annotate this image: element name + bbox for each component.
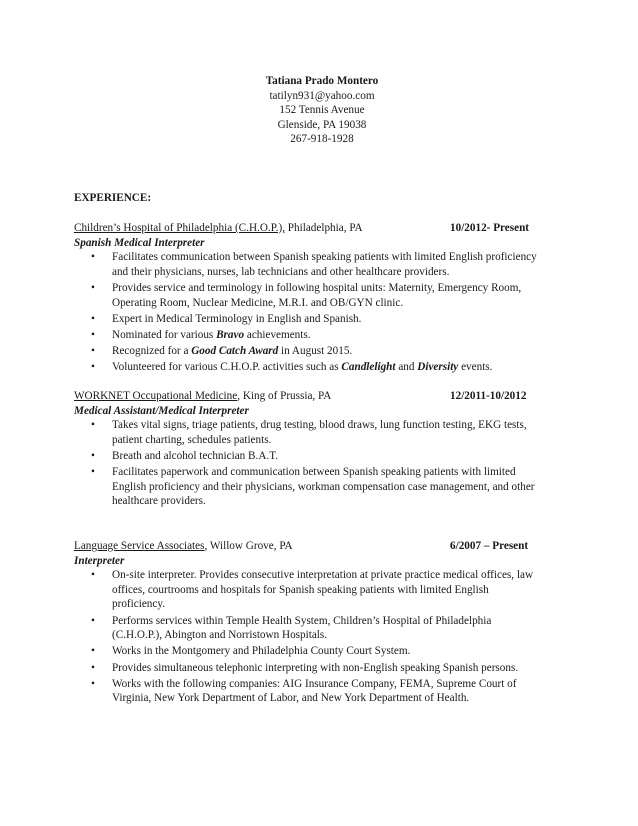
experience-heading: EXPERIENCE: (74, 192, 152, 204)
bullet-icon: • (91, 677, 95, 690)
award-name: Good Catch Award (191, 345, 279, 358)
bullet-icon: • (91, 569, 95, 582)
list-item (74, 328, 544, 343)
employer-location: , King of Prussia, PA (237, 390, 332, 402)
employer-name: WORKNET Occupational Medicine (74, 390, 238, 402)
duty-text: Facilitates paperwork and communication between Spanish speaking patients with limited English proficiency and their physicians, workman compensation case management, and other healthcare providers. (112, 466, 535, 508)
list-item (74, 344, 544, 359)
duty-text-pre: Nominated for various (112, 328, 217, 341)
award-name: Bravo (216, 328, 245, 341)
event-name: Candlelight (341, 361, 396, 374)
job-header (74, 221, 544, 236)
duty-text-pre: Recognized for a (112, 345, 192, 358)
city-state-zip: Glenside, PA 19038 (277, 118, 367, 131)
bullet-icon: • (91, 419, 95, 432)
bullet-icon: • (91, 614, 95, 627)
job-role: Medical Assistant/Medical Interpreter (74, 404, 249, 417)
bullet-icon: • (91, 251, 95, 264)
job-entry-lsa (74, 539, 544, 708)
event-name: Diversity (417, 361, 459, 374)
bullet-icon: • (91, 645, 95, 658)
list-item (74, 312, 544, 327)
job-entry-worknet (74, 389, 544, 511)
list-item (74, 568, 544, 612)
job-entry-chop (74, 221, 544, 377)
duties-list (74, 250, 544, 375)
duty-text-mid: and (395, 361, 418, 374)
job-header (74, 539, 544, 554)
duty-text-post: events. (458, 361, 493, 374)
list-item (74, 281, 544, 310)
duties-list (74, 418, 544, 509)
duty-text: Works with the following companies: AIG Insurance Company, FEMA, Supreme Court of Virginia, New York Department of Labor, and New York Department of Health. (112, 677, 517, 705)
duty-text-post: in August 2015. (278, 345, 353, 358)
list-item (74, 449, 544, 464)
bullet-icon: • (91, 449, 95, 462)
list-item (74, 677, 544, 706)
bullet-icon: • (91, 661, 95, 674)
bullet-icon: • (91, 328, 95, 341)
duty-text: Performs services within Temple Health System, Children’s Hospital of Philadelphia (C.H.O.P.), Abington and Norristown Hospitals. (112, 614, 492, 642)
list-item (74, 614, 544, 643)
employment-dates: 12/2011-10/2012 (450, 390, 527, 402)
job-role: Interpreter (74, 554, 125, 567)
bullet-icon: • (91, 281, 95, 294)
phone-number: 267-918-1928 (290, 133, 354, 146)
employer-line (74, 389, 331, 404)
job-role: Spanish Medical Interpreter (74, 236, 205, 249)
duty-text: Works in the Montgomery and Philadelphia County Court System. (112, 645, 411, 658)
employer-name: Language Service Associates (74, 540, 205, 552)
duty-text: Facilitates communication between Spanish speaking patients with limited English proficiency and their physicians, nurses, lab technicians and other healthcare providers. (112, 251, 537, 278)
duty-text: Breath and alcohol technician B.A.T. (112, 449, 278, 462)
duty-text-pre: Volunteered for various C.H.O.P. activities such as (112, 361, 342, 374)
employer-line (74, 221, 363, 236)
employer-location: , Willow Grove, PA (204, 540, 293, 552)
bullet-icon: • (91, 361, 95, 374)
employer-line (74, 539, 293, 554)
list-item (74, 661, 544, 676)
email-address: tatilyn931@yahoo.com (269, 89, 375, 102)
duty-text: Provides simultaneous telephonic interpreting with non-English speaking Spanish persons. (112, 661, 519, 674)
employment-dates: 6/2007 – Present (450, 540, 529, 552)
bullet-icon: • (91, 312, 95, 325)
duty-text: Takes vital signs, triage patients, drug testing, blood draws, lung function testing, EKG tests, patient charting, schedules patients. (112, 419, 527, 446)
duty-text: Provides service and terminology in following hospital units: Maternity, Emergency Room, Operating Room, Nuclear Medicine, M.R.I. and OB/GYN clinic. (112, 281, 522, 309)
street-address: 152 Tennis Avenue (279, 104, 365, 117)
list-item (74, 644, 544, 659)
bullet-icon: • (91, 466, 95, 479)
list-item (74, 465, 544, 509)
list-item (74, 418, 544, 447)
list-item (74, 250, 544, 279)
employer-name: Children’s Hospital of Philadelphia (C.H.O.P.), (74, 222, 285, 234)
duty-text: Expert in Medical Terminology in English and Spanish. (112, 312, 362, 325)
duty-text: On-site interpreter. Provides consecutive interpretation at private practice medical offices, law offices, courtrooms and hospitals for Spanish speaking patients with limited English proficiency. (112, 569, 534, 611)
job-header (74, 389, 544, 404)
employer-location: Philadelphia, PA (285, 222, 363, 234)
contact-header (0, 74, 638, 147)
applicant-name: Tatiana Prado Montero (265, 75, 379, 87)
duties-list (74, 568, 544, 706)
duty-text-post: achievements. (244, 328, 311, 341)
list-item (74, 360, 544, 375)
bullet-icon: • (91, 345, 95, 358)
employment-dates: 10/2012- Present (450, 222, 530, 234)
